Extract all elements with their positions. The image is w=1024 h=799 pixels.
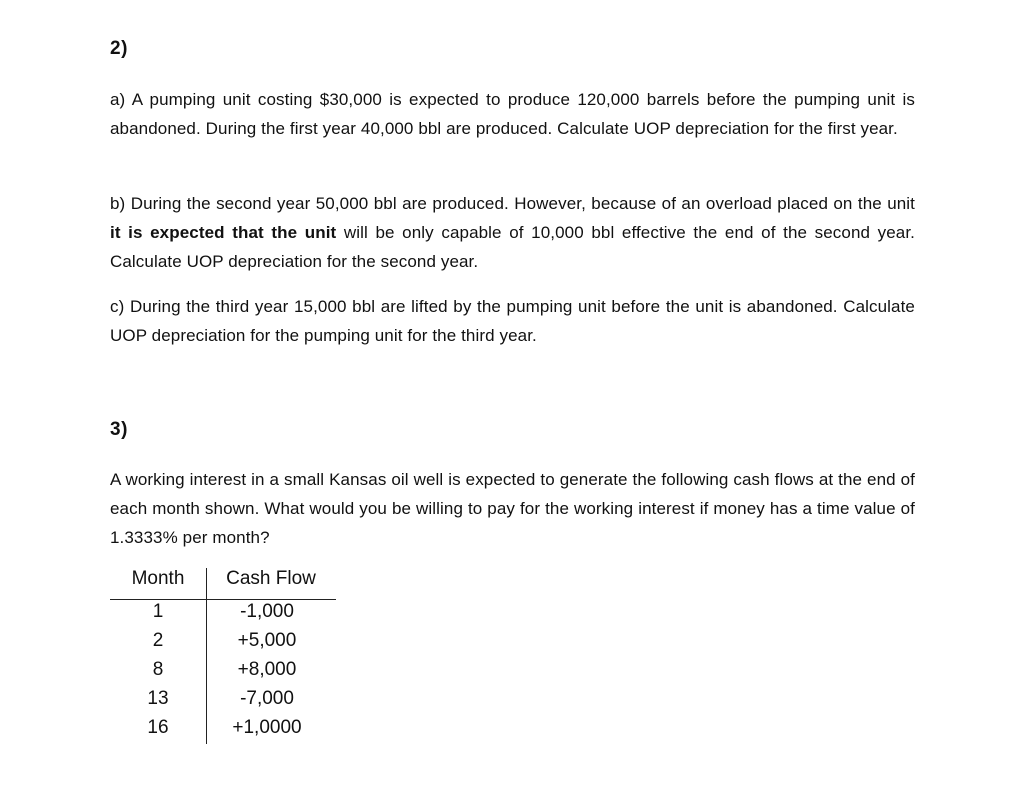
month-cell: 2 bbox=[152, 630, 164, 651]
question-2b-bold-phrase: it is expected that the unit bbox=[110, 223, 337, 242]
question-2b-text bbox=[110, 189, 915, 276]
month-cell: 1 bbox=[152, 601, 164, 622]
question-2b-text-part1: b) During the second year 50,000 bbl are produced. However, because of an overload placed on the unit bbox=[110, 194, 915, 213]
month-column-header: Month bbox=[131, 568, 185, 589]
question-2a-text: a) A pumping unit costing $30,000 is expected to produce 120,000 barrels before the pumping unit is abandoned. During the first year 40,000 bbl are produced. Calculate UOP depreciation for the first year. bbox=[110, 90, 915, 138]
cash-flow-cell: +1,0000 bbox=[232, 717, 302, 738]
table-header-row bbox=[110, 568, 336, 599]
header-divider bbox=[110, 599, 336, 600]
question-3-text: A working interest in a small Kansas oil well is expected to generate the following cash flows at the end of each month shown. What would you be willing to pay for the working interest if money has a time value of 1.3333% per month? bbox=[110, 470, 915, 547]
month-cell: 8 bbox=[152, 659, 164, 680]
month-cell: 16 bbox=[147, 717, 169, 738]
cash-flow-table bbox=[110, 568, 336, 738]
cash-flow-cell: -7,000 bbox=[240, 688, 294, 709]
table-row bbox=[110, 630, 336, 659]
question-2c-text: c) During the third year 15,000 bbl are lifted by the pumping unit before the unit is abandoned. Calculate UOP depreciation for the pumping unit for the third year. bbox=[110, 297, 915, 345]
question-2b-text-part2: will be only capable of 10,000 bbl effective the end of the second year. Calculate UOP depreciation for the second year. bbox=[110, 223, 915, 271]
table-row bbox=[110, 601, 336, 630]
table-row bbox=[110, 659, 336, 688]
question-2-heading: 2) bbox=[110, 38, 128, 59]
table-row bbox=[110, 688, 336, 717]
cash-flow-cell: +5,000 bbox=[237, 630, 297, 651]
question-3-heading: 3) bbox=[110, 419, 128, 440]
cash-flow-cell: -1,000 bbox=[240, 601, 294, 622]
cash-flow-cell: +8,000 bbox=[237, 659, 297, 680]
table-row bbox=[110, 717, 336, 746]
month-cell: 13 bbox=[147, 688, 169, 709]
cash-flow-column-header: Cash Flow bbox=[226, 568, 316, 589]
